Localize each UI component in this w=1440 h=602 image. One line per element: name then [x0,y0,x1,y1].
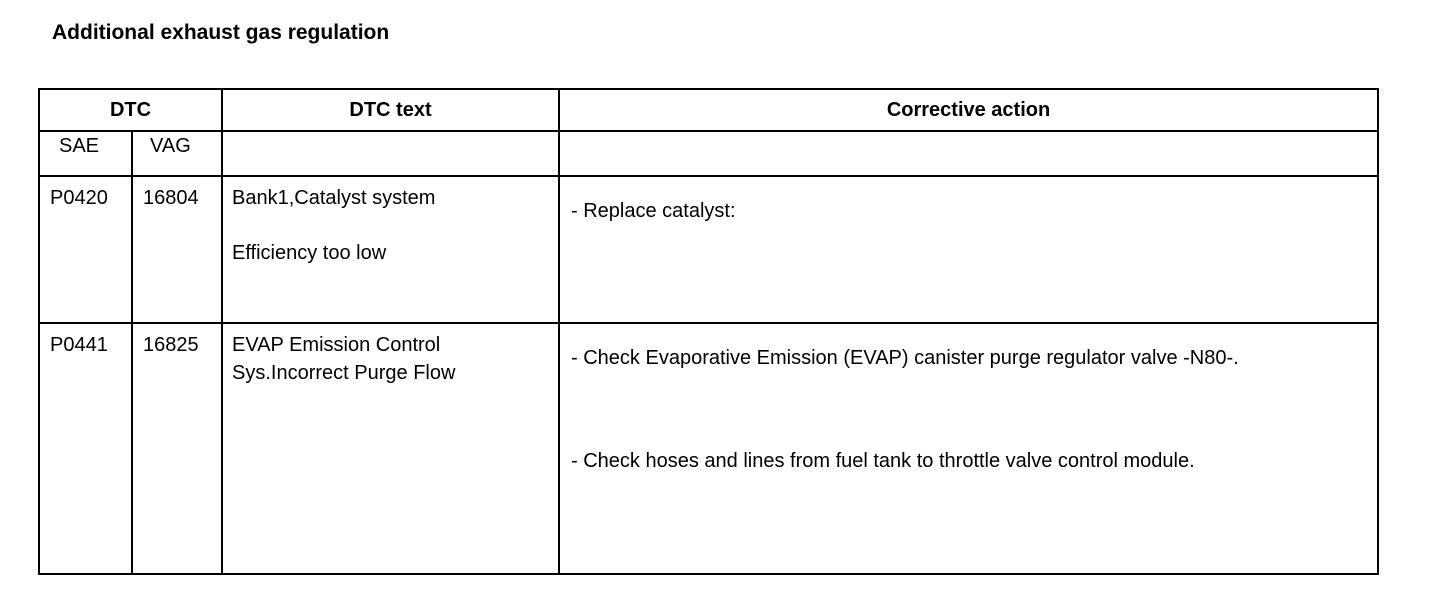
subheader-empty-text [222,131,559,176]
vag-code-cell [132,323,222,574]
dtc-text-line: Bank1,Catalyst system [232,187,436,209]
dtc-table [38,88,1379,575]
dtc-text-line: EVAP Emission Control Sys.Incorrect Purge Flow [232,334,456,384]
subheader-empty-action [559,131,1378,176]
subheader-row [39,131,1378,176]
dtc-text-cell [222,176,559,323]
subheader-sae: SAE [39,131,132,176]
sae-code-cell [39,176,132,323]
dtc-text-cell [222,323,559,574]
corrective-action-step: - Check hoses and lines from fuel tank to throttle valve control module. [571,450,1195,472]
sae-code-cell [39,323,132,574]
corrective-action-step: - Check Evaporative Emission (EVAP) canister purge regulator valve -N80-. [571,347,1239,369]
table-row [39,176,1378,323]
corrective-action-step: - Replace catalyst: [571,200,736,222]
vag-code: 16825 [143,334,199,356]
header-row [39,89,1378,131]
header-dtc-text: DTC text [222,89,559,131]
table-row [39,323,1378,574]
subheader-vag: VAG [132,131,222,176]
header-dtc: DTC [39,89,222,131]
dtc-text-line: Efficiency too low [232,242,387,264]
sae-code: P0420 [50,187,108,209]
sae-code: P0441 [50,334,108,356]
header-corrective-action: Corrective action [559,89,1378,131]
corrective-action-cell [559,176,1378,323]
vag-code-cell [132,176,222,323]
page-title: Additional exhaust gas regulation [52,21,390,44]
vag-code: 16804 [143,187,199,209]
corrective-action-cell [559,323,1378,574]
